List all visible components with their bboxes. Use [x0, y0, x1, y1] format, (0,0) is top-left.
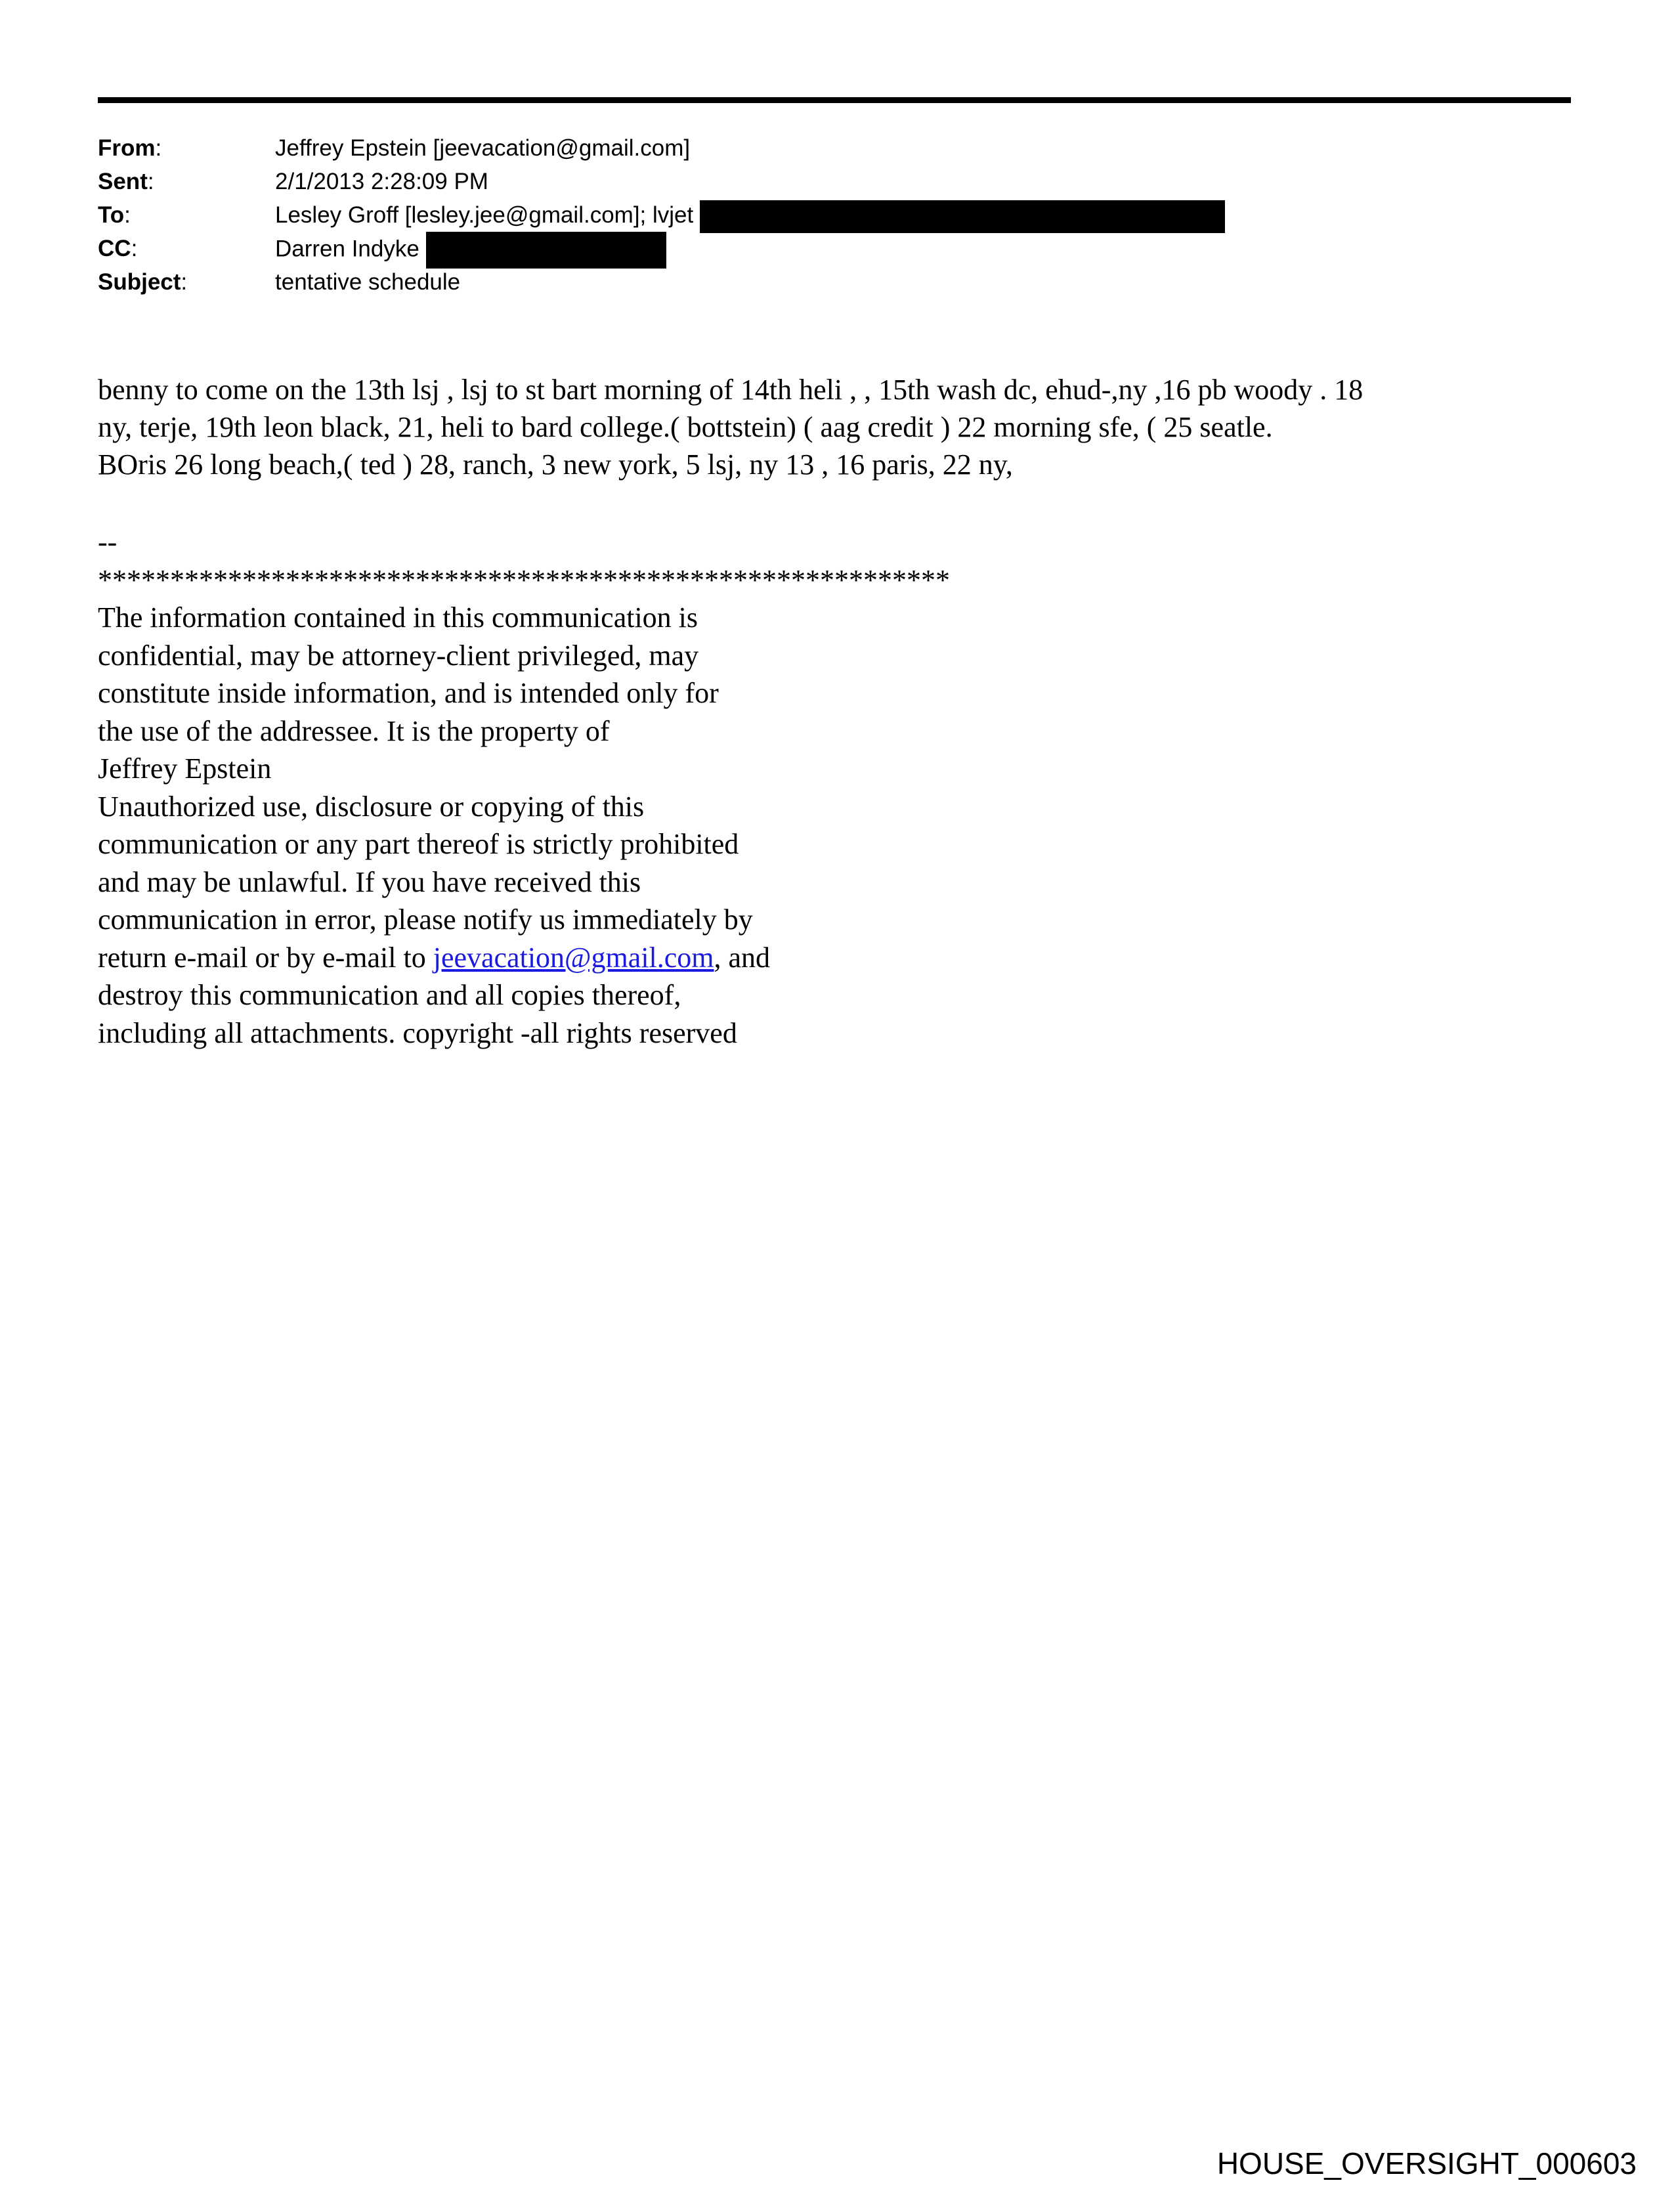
disclaimer-line: communication or any part thereof is strictly prohibited — [98, 828, 739, 860]
body-line: BOris 26 long beach,( ted ) 28, ranch, 3 new york, 5 lsj, ny 13 , 16 paris, 22 ny, — [98, 448, 1013, 481]
email-link[interactable]: jeevacation@gmail.com — [433, 941, 714, 974]
from-label: From — [98, 135, 156, 161]
disclaimer-line: including all attachments. copyright -all rights reserved — [98, 1016, 737, 1049]
body-line: ny, terje, 19th leon black, 21, heli to bard college.( bottstein) ( aag credit ) 22 morning sfe, ( 25 seatle. — [98, 411, 1273, 443]
email-suffix: , and — [714, 941, 771, 974]
email-prefix: return e-mail or by e-mail to — [98, 941, 433, 974]
cc-colon: : — [131, 236, 138, 261]
redaction-box — [426, 232, 666, 269]
to-label: To — [98, 202, 125, 228]
body-line: benny to come on the 13th lsj , lsj to st bart morning of 14th heli , , 15th wash dc, ehud-,ny ,16 pb woody . 18 — [98, 374, 1363, 406]
from-colon: : — [155, 135, 162, 161]
disclaimer-line: communication in error, please notify us immediately by — [98, 903, 753, 936]
disclaimer-line: the use of the addressee. It is the property of — [98, 714, 610, 747]
subject-label: Subject — [98, 269, 181, 295]
cc-label: CC — [98, 236, 131, 261]
signature-block — [98, 523, 950, 1052]
redaction-box — [700, 200, 1225, 233]
sent-label: Sent — [98, 169, 148, 194]
bates-number: HOUSE_OVERSIGHT_000603 — [1216, 2146, 1637, 2180]
disclaimer-line: Unauthorized use, disclosure or copying of this — [98, 790, 645, 823]
from-value: Jeffrey Epstein [jeevacation@gmail.com] — [275, 135, 691, 161]
disclaimer-line: destroy this communication and all copies thereof, — [98, 979, 681, 1011]
disclaimer-line: constitute inside information, and is intended only for — [98, 677, 719, 709]
to-colon: : — [124, 202, 131, 228]
signature-stars: *********************************************************** — [98, 563, 950, 596]
top-rule — [98, 97, 1571, 103]
sent-colon: : — [147, 169, 154, 194]
subject-colon: : — [181, 269, 188, 295]
cc-value: Darren Indyke — [275, 236, 419, 262]
disclaimer-line: Jeffrey Epstein — [98, 752, 272, 785]
disclaimer-email-line — [98, 939, 950, 977]
disclaimer-line: The information contained in this communication is — [98, 601, 698, 634]
to-value: Lesley Groff [lesley.jee@gmail.com]; lvjet — [275, 202, 694, 228]
email-body — [98, 371, 1581, 483]
disclaimer-line: and may be unlawful. If you have received this — [98, 865, 641, 898]
disclaimer-line: confidential, may be attorney-client privileged, may — [98, 639, 699, 672]
signature-dashes: -- — [98, 526, 118, 558]
sent-value: 2/1/2013 2:28:09 PM — [275, 169, 488, 194]
subject-value: tentative schedule — [275, 269, 461, 295]
